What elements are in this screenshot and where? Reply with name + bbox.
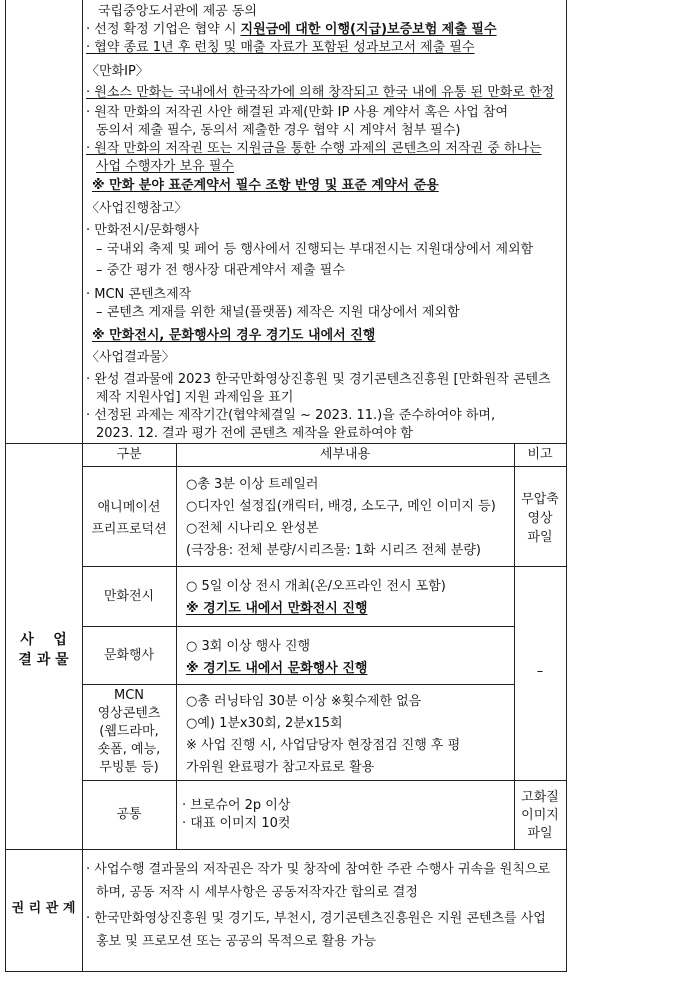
consent-line: 국립중앙도서관에 제공 동의: [98, 4, 257, 19]
performance-report-line: · 협약 종료 1년 후 런칭 및 매출 자료가 포함된 성과보고서 제출 필수: [86, 40, 475, 55]
standard-contract-note: ※ 만화 분야 표준계약서 필수 조항 반영 및 표준 계약서 준용: [92, 178, 439, 193]
project-reference-heading: 〈사업진행참고〉: [86, 201, 188, 216]
results-top-border: [5, 443, 567, 444]
production-period-line-b: 2023. 12. 결과 평가 전에 콘텐츠 제작을 완료하여야 함: [96, 426, 413, 441]
header-note: 비고: [527, 447, 553, 462]
row-divider-1: [82, 566, 566, 567]
ip-rule-2b: 동의서 제출 필수, 동의서 제출한 경우 협약 시 계약서 첨부 필수): [96, 123, 461, 138]
comic-ip-heading: 〈만화IP〉: [86, 64, 149, 79]
production-period-line-a: · 선정된 과제는 제작기간(협약체결일 ~ 2023. 11.)을 준수하여야 하며,: [86, 408, 496, 423]
animation-note: 무압축 영상 파일: [521, 492, 559, 545]
common-details: · 브로슈어 2p 이상 · 대표 이미지 10컷: [182, 798, 291, 831]
results-label: 사 업 결 과 물: [18, 632, 69, 668]
ip-rule-1: · 원소스 만화는 국내에서 한국작가에 의해 창작되고 한국 내에 유통 된 만화로 한정: [86, 85, 555, 100]
category-cultural-event: 문화행사: [103, 648, 155, 663]
inner-col-divider-1: [176, 443, 177, 849]
category-mcn-video: MCN 영상콘텐츠 (웹드라마, 숏폼, 예능, 무빙툰 등): [97, 688, 161, 775]
ip-rule-3b: 사업 수행자가 보유 필수: [96, 159, 234, 174]
row-divider-2: [82, 626, 514, 627]
header-detail: 세부내용: [319, 447, 371, 462]
category-animation: 애니메이션 프리프로덕션: [91, 500, 167, 537]
gyeonggi-venue-note: ※ 만화전시, 문화행사의 경우 경기도 내에서 진행: [92, 328, 376, 343]
reference-channel-exclusion: – 콘텐츠 게재를 위한 채널(플랫폼) 제작은 지원 대상에서 제외함: [96, 305, 460, 320]
reference-venue-contract: – 중간 평가 전 행사장 대관계약서 제출 필수: [96, 263, 345, 278]
rights-line-3: · 한국만화영상진흥원 및 경기도, 부천시, 경기콘텐츠진흥원은 지원 콘텐츠를 사업: [86, 911, 546, 926]
rights-top-border: [5, 849, 567, 850]
common-note: 고화질 이미지 파일: [521, 790, 559, 841]
rights-line-4: 홍보 및 프로모션 또는 공공의 목적으로 활용 가능: [96, 934, 377, 949]
rights-line-1: · 사업수행 결과물의 저작권은 작가 및 창작에 참여한 주관 수행사 귀속을 원칙으로: [86, 862, 551, 877]
category-common: 공통: [116, 807, 142, 822]
ip-rule-3a: · 원작 만화의 저작권 또는 지원금을 통한 수행 과제의 콘텐츠의 저작권 중 하나는: [86, 141, 542, 156]
row-divider-3: [82, 684, 514, 685]
exhibition-details: ○ 5일 이상 전시 개최(온/오프라인 전시 포함) ※ 경기도 내에서 만화전시 진행: [186, 579, 446, 616]
label-column-divider: [82, 0, 83, 972]
rights-label: 권 리 관 계: [11, 901, 76, 916]
table-left-border: [5, 0, 6, 972]
shared-note-dash: –: [536, 664, 544, 679]
project-results-heading: 〈사업결과물〉: [86, 350, 175, 365]
table-bottom-border: [5, 971, 567, 972]
header-category: 구분: [116, 447, 142, 462]
results-header-underline: [82, 466, 566, 467]
results-credit-line-a: · 완성 결과물에 2023 한국만화영상진흥원 및 경기콘텐츠진흥원 [만화원작 콘텐츠: [86, 372, 551, 387]
reference-exhibition-exclusion: – 국내외 축제 및 페어 등 행사에서 진행되는 부대전시는 지원대상에서 제외함: [96, 242, 534, 257]
results-credit-line-b: 제작 지원사업] 지원 과제임을 표기: [96, 390, 294, 405]
ip-rule-2a: · 원작 만화의 저작권 사안 해결된 과제(만화 IP 사용 계약서 혹은 사업 참여: [86, 105, 509, 120]
animation-details: ○총 3분 이상 트레일러 ○디자인 설정집(캐릭터, 배경, 소도구, 메인 이미지 등) ○전체 시나리오 완성본 (극장용: 전체 분량/시리즈물: 1화 시리즈 전체 분량): [186, 477, 496, 558]
rights-line-2: 하며, 공동 저작 시 세부사항은 공동저작자간 합의로 결정: [96, 885, 418, 900]
category-comic-exhibition: 만화전시: [103, 589, 155, 604]
row-divider-4: [82, 780, 566, 781]
event-details: ○ 3회 이상 행사 진행 ※ 경기도 내에서 문화행사 진행: [186, 639, 368, 676]
reference-mcn: · MCN 콘텐츠제작: [86, 287, 192, 302]
guarantee-insurance-line: · 선정 확정 기업은 협약 시 지원금에 대한 이행(지급)보증보험 제출 필수: [86, 22, 497, 37]
mcn-details: ○총 러닝타임 30분 이상 ※횟수제한 없음 ○예) 1분x30회, 2분x15회 ※ 사업 진행 시, 사업담당자 현장점검 진행 후 평 가위원 완료평가 참고자료로 활용: [186, 694, 461, 775]
reference-exhibition-event: · 만화전시/문화행사: [86, 223, 200, 238]
table-right-border: [566, 0, 567, 972]
